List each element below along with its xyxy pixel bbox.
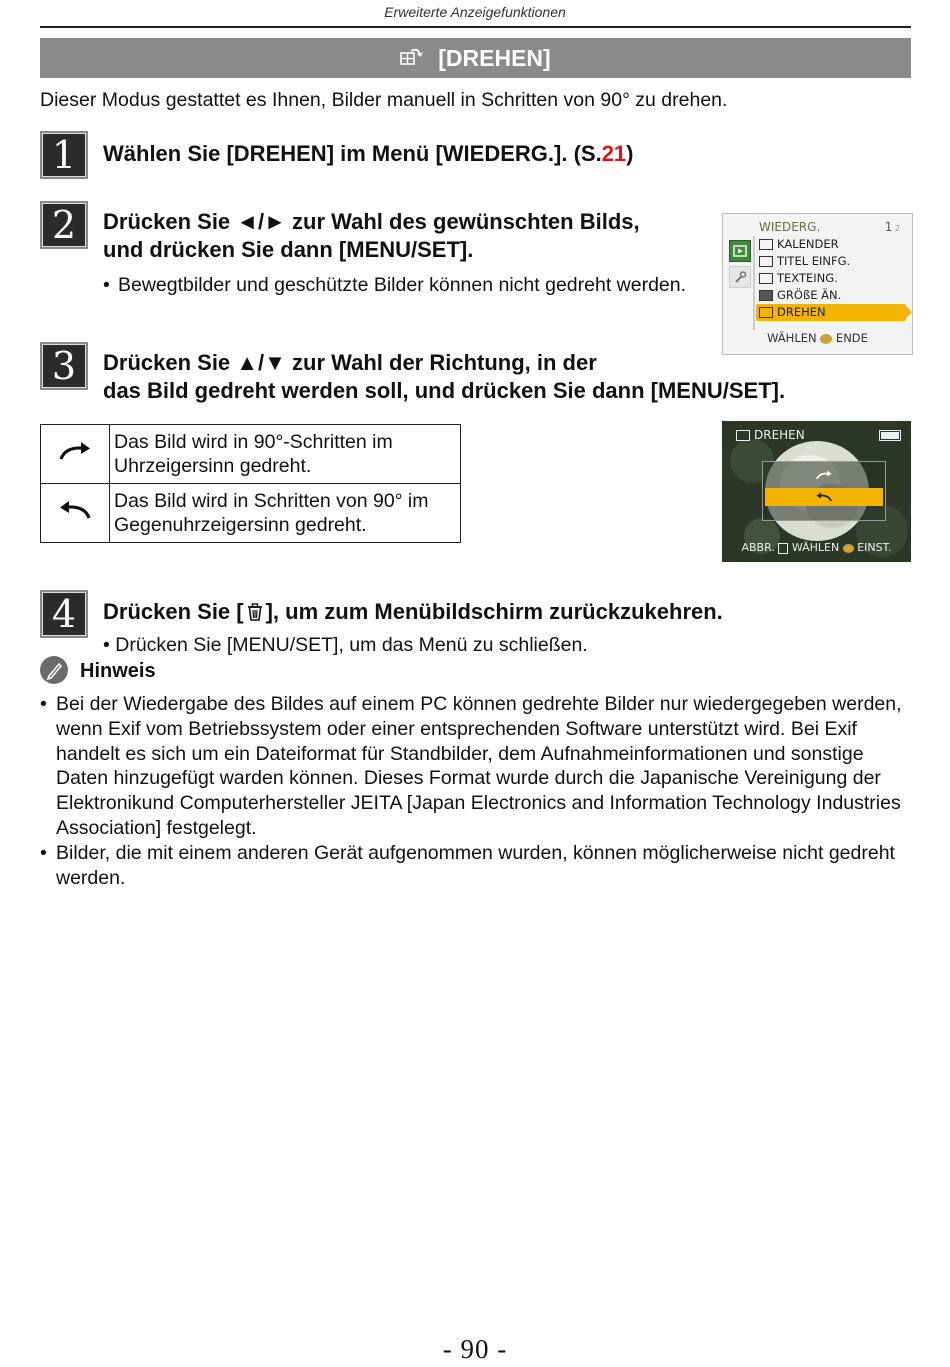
calendar-icon [759, 239, 773, 250]
rotation-selector [762, 461, 886, 521]
cursor-button-icon [820, 334, 832, 344]
pencil-note-icon [40, 656, 68, 684]
rotate-clockwise-option[interactable] [763, 462, 885, 488]
resize-icon [759, 290, 773, 301]
rotate-menu-icon [759, 307, 773, 318]
menu-footer-exit: ENDE [835, 331, 868, 345]
table-row [41, 484, 461, 543]
footer-set: EINST. [857, 541, 892, 554]
menu-item-texteing[interactable] [756, 270, 906, 287]
step-4-bullet: • Drücken Sie [MENU/SET], um das Menü zu schließen. [103, 634, 588, 656]
menu-page-indicator [885, 220, 900, 234]
menu-page-current: 1 [884, 220, 893, 234]
rotate-menu-icon [736, 430, 750, 441]
rotate-clockwise-icon [41, 425, 110, 484]
hint-list [40, 692, 920, 890]
rotate-screen-footer [722, 541, 911, 554]
rotate-image-icon [400, 45, 424, 72]
rotate-screen-header [736, 428, 805, 442]
menu-footer-select: WÄHLEN [767, 331, 817, 345]
step-2-line-1: Drücken Sie ◄/► zur Wahl des gewünschten Bilds, [103, 209, 640, 234]
rotate-counterclockwise-icon [41, 484, 110, 543]
trash-icon [778, 543, 788, 554]
footer-select: WÄHLEN [791, 541, 840, 554]
rotate-screen [722, 421, 911, 562]
menu-item-groesse[interactable] [756, 287, 906, 304]
playback-tab-icon [729, 240, 751, 262]
footer-cancel: ABBR. [741, 541, 775, 554]
rotation-direction-table [40, 424, 461, 543]
step-4-number: 4 [40, 590, 88, 638]
intro-text: Dieser Modus gestattet es Ihnen, Bilder manuell in Schritten von 90° zu drehen. [40, 89, 728, 111]
running-header: Erweiterte Anzeigefunktionen [384, 4, 566, 20]
rotate-screen-title: DREHEN [754, 428, 805, 442]
menu-item-kalender[interactable] [756, 236, 906, 253]
hint-text: Bilder, die mit einem anderen Gerät aufgenommen wurden, können möglicherweise nicht gedreht werden. [56, 841, 895, 889]
menu-item-titel[interactable] [756, 253, 906, 270]
step-2-heading [103, 208, 640, 264]
step-3-line-1: Drücken Sie ▲/▼ zur Wahl der Richtung, in der [103, 350, 597, 375]
page-reference-link[interactable]: 21 [601, 141, 627, 166]
step-4-text: Drücken Sie [ [103, 599, 244, 624]
step-4-bullet-text: Drücken Sie [MENU/SET], um das Menü zu schließen. [115, 634, 588, 656]
wrench-icon [729, 266, 751, 288]
step-2-line-2: und drücken Sie dann [MENU/SET]. [103, 237, 474, 262]
step-4-heading [103, 598, 723, 629]
trash-icon [246, 601, 264, 629]
step-1-heading [103, 140, 634, 168]
menu-screen [722, 213, 913, 355]
menu-item-label: TITEL EINFG. [777, 254, 851, 268]
menu-page-total: 2 [894, 224, 900, 233]
arrow-right-icon [906, 306, 912, 318]
step-2-number: 2 [40, 201, 88, 249]
menu-screen-title: WIEDERG. [759, 220, 821, 234]
menu-item-label: KALENDER [777, 237, 839, 251]
step-3-heading [103, 349, 785, 405]
menu-divider [753, 236, 755, 330]
list-item: • Bei der Wiedergabe des Bildes auf einem PC können gedrehte Bilder nur wiedergegeben werden, wenn Exif vom Betriebssystem oder einer entsprechenden Software unterstützt wird. Bei Exif handelt es sich um ein Dateiformat für Standbilder, dem Aufnahmeinformationen und sonstige Daten hinzugefügt warden können. Dieses Format wurde durch die Japanische Vereinigung der Elektronikund Computerhersteller JEITA [Japan Electronics and Information Technology Industries Association] festgelegt. [40, 693, 902, 839]
menu-footer [723, 331, 912, 345]
menu-item-drehen-selected[interactable] [756, 304, 906, 321]
step-3-number: 3 [40, 342, 88, 390]
step-1-text: Wählen Sie [DREHEN] im Menü [WIEDERG.]. (S. [103, 141, 602, 166]
header-rule [40, 26, 911, 28]
cursor-button-icon [843, 544, 854, 553]
table-row [41, 425, 461, 484]
step-1-text-end: ) [626, 141, 634, 166]
menu-item-label: GRÖßE ÄN. [777, 288, 842, 302]
text-stamp-icon [759, 273, 773, 284]
step-2-bullet-text: Bewegtbilder und geschützte Bilder können nicht gedreht werden. [118, 274, 687, 296]
battery-icon [879, 430, 901, 441]
counterclockwise-description: Das Bild wird in Schritten von 90° im Gegenuhrzeigersinn gedreht. [110, 484, 461, 543]
title-edit-icon [759, 256, 773, 267]
step-2-bullet: • Bewegtbilder und geschützte Bilder können nicht gedreht werden. [103, 274, 687, 296]
page-number: - 90 - [442, 1334, 508, 1364]
section-title-bar [40, 38, 911, 78]
step-1-number: 1 [40, 131, 88, 179]
hint-title: Hinweis [80, 660, 156, 682]
step-4-text-end: ], um zum Menübildschirm zurückzukehren. [265, 599, 723, 624]
menu-item-list [756, 236, 906, 321]
clockwise-description: Das Bild wird in 90°-Schritten im Uhrzeigersinn gedreht. [110, 425, 461, 484]
section-title: [DREHEN] [438, 44, 551, 71]
list-item: • Bilder, die mit einem anderen Gerät aufgenommen wurden, können möglicherweise nicht gedreht werden. [40, 841, 895, 889]
hint-text: Bei der Wiedergabe des Bildes auf einem PC können gedrehte Bilder nur wiedergegeben werden, wenn Exif vom Betriebssystem oder einer entsprechenden Software unterstützt wird. Bei Exif handelt es sich um ein Dateiformat für Standbilder, dem Aufnahmeinformationen und sonstige Daten hinzugefügt warden können. Dieses Format wurde durch die Japanische Vereinigung der Elektronikund Computerhersteller JEITA [Japan Electronics and Information Technology Industries Association] festgelegt. [56, 693, 902, 839]
menu-item-label: DREHEN [777, 305, 826, 319]
step-3-line-2: das Bild gedreht werden soll, und drücken Sie dann [MENU/SET]. [103, 378, 786, 403]
menu-item-label: TEXTEING. [777, 271, 838, 285]
rotate-counterclockwise-option-selected[interactable] [765, 488, 883, 506]
